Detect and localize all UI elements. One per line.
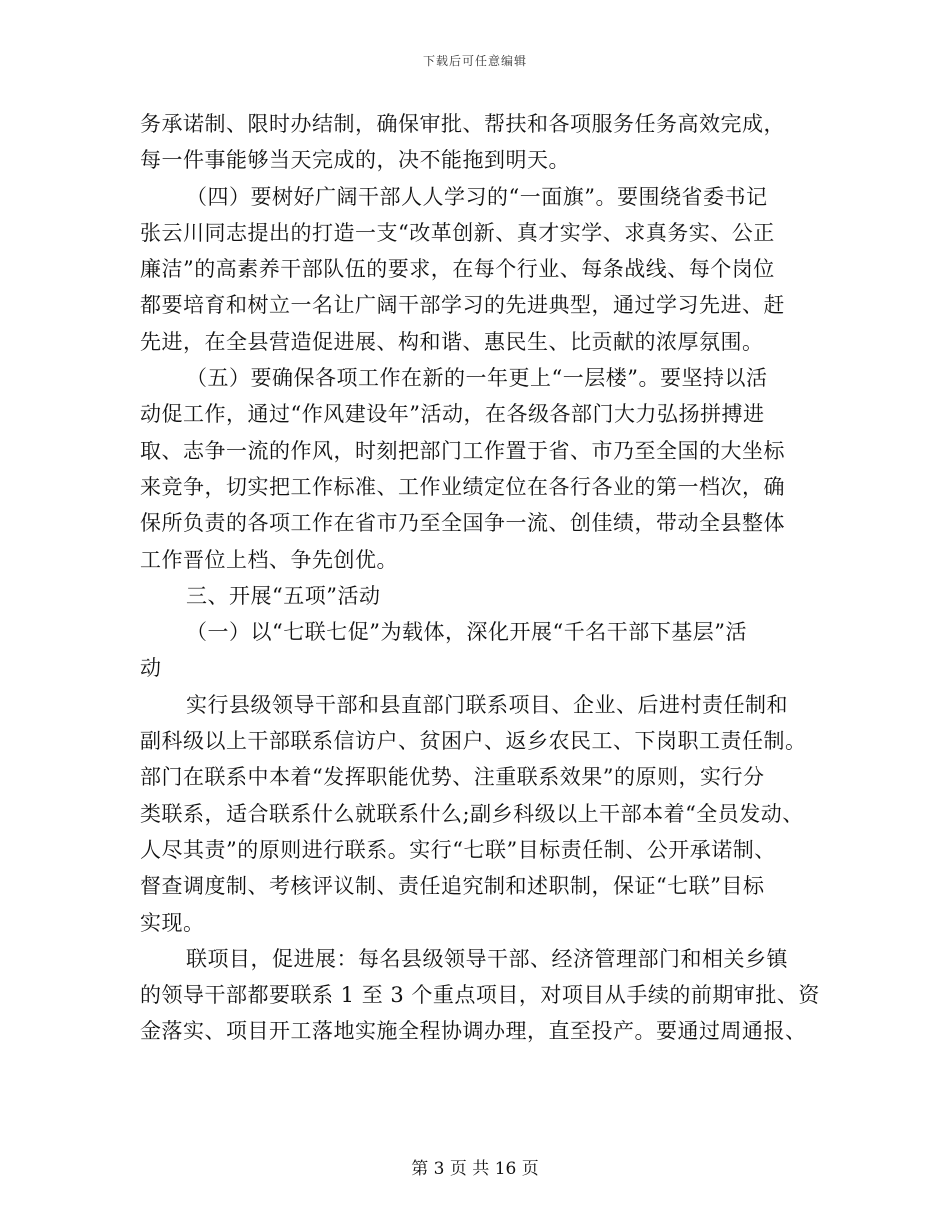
body-line-25: 的领导干部都要联系 1 至 3 个重点项目，对项目从手续的前期审批、资 (140, 983, 820, 1008)
body-line-21: 人尽其责”的原则进行联系。实行“七联”目标责任制、公开承诺制、 (140, 837, 776, 862)
body-line-3: （四）要树好广阔干部人人学习的“一面旗”。要围绕省委书记 (186, 184, 768, 209)
body-line-18: 副科级以上干部联系信访户、贫困户、返乡农民工、下岗职工责任制。 (140, 729, 807, 754)
body-line-1: 务承诺制、限时办结制，确保审批、帮扶和各项服务任务高效完成， (140, 112, 785, 136)
body-line-5: 廉洁”的高素养干部队伍的要求，在每个行业、每条战线、每个岗位 (140, 257, 775, 282)
body-line-12: 保所负责的各项工作在省市乃至全国争一流、创佳绩，带动全县整体 (140, 511, 785, 536)
body-line-16: 动 (140, 656, 162, 681)
body-line-24: 联项目，促进展：每名县级领导干部、经济管理部门和相关乡镇 (186, 946, 788, 971)
page-number: 第 3 页 共 16 页 (411, 1159, 539, 1179)
body-line-2: 每一件事能够当天完成的，决不能拖到明天。 (140, 148, 570, 173)
body-line-7: 先进，在全县营造促进展、构和谐、惠民生、比贡献的浓厚氛围。 (140, 329, 764, 354)
subsection-heading: （一）以“七联七促”为载体，深化开展“千名干部下基层”活 (186, 620, 747, 645)
body-line-10: 取、志争一流的作风，时刻把部门工作置于省、市乃至全国的大坐标 (140, 438, 785, 463)
body-line-9: 动促工作，通过“作风建设年”活动，在各级各部门大力弘扬拼搏进 (140, 402, 765, 427)
body-line-19: 部门在联系中本着“发挥职能优势、注重联系效果”的原则，实行分 (140, 765, 765, 790)
section-heading: 三、开展“五项”活动 (186, 583, 381, 608)
body-line-26: 金落实、项目开工落地实施全程协调办理，直至投产。要通过周通报、 (140, 1019, 807, 1044)
page-header: 下载后可任意编辑 (422, 54, 527, 68)
document-body (140, 106, 820, 1050)
body-line-13: 工作晋位上档、争先创优。 (140, 547, 398, 572)
body-line-8: （五）要确保各项工作在新的一年更上“一层楼”。要坚持以活 (186, 366, 768, 391)
body-line-6: 都要培育和树立一名让广阔干部学习的先进典型，通过学习先进、赶 (140, 293, 785, 318)
body-line-17: 实行县级领导干部和县直部门联系项目、企业、后进村责任制和 (186, 692, 788, 717)
body-line-20: 类联系，适合联系什么就联系什么;副乡科级以上干部本着“全员发动、 (140, 801, 804, 826)
body-line-23: 实现。 (140, 910, 205, 935)
body-line-11: 来竞争，切实把工作标准、工作业绩定位在各行各业的第一档次，确 (140, 474, 785, 499)
body-line-22: 督查调度制、考核评议制、责任追究制和述职制，保证“七联”目标 (140, 874, 765, 899)
body-line-4: 张云川同志提出的打造一支“改革创新、真才实学、求真务实、公正 (140, 220, 775, 245)
